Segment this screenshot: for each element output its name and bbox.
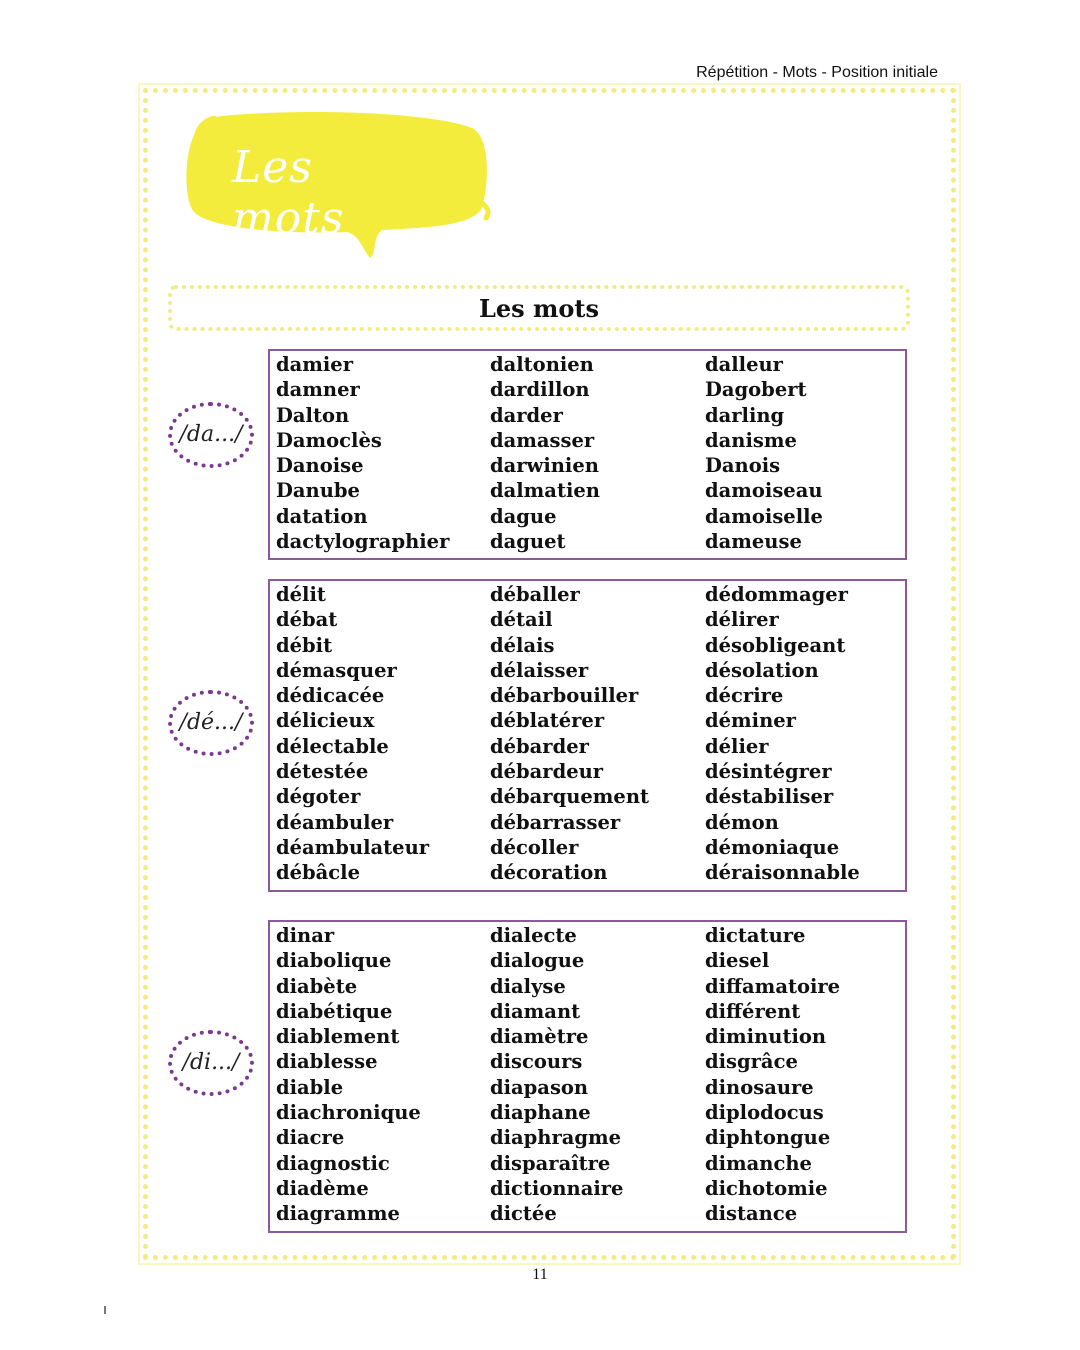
word-item: déambuler: [276, 810, 394, 834]
word-item: diachronique: [276, 1101, 421, 1125]
word-box-di: [268, 920, 907, 1233]
section-title: Les mots: [478, 294, 599, 323]
word-grid-da: [276, 352, 905, 554]
word-item: délicieux: [276, 709, 375, 733]
word-item: délais: [490, 633, 555, 657]
word-item: délaisser: [490, 658, 589, 682]
word-item: désolation: [705, 658, 819, 682]
word-item: diabolique: [276, 949, 392, 973]
word-item: diphtongue: [705, 1126, 831, 1150]
word-item: diaphane: [490, 1101, 591, 1125]
word-grid-de: [276, 582, 905, 886]
word-item: Dagobert: [705, 378, 807, 402]
word-item: distance: [705, 1202, 798, 1226]
word-item: dalleur: [705, 353, 783, 376]
syllable-badge-di: /di.../: [168, 1030, 254, 1096]
word-item: dictature: [705, 924, 806, 947]
word-item: diabétique: [276, 999, 393, 1023]
word-item: diadème: [276, 1176, 369, 1200]
word-item: diablement: [276, 1025, 400, 1049]
word-item: damier: [276, 353, 353, 376]
syllable-badge-de: /dé.../: [168, 690, 254, 756]
word-item: diagramme: [276, 1202, 400, 1226]
word-item: dédommager: [705, 583, 848, 606]
word-item: dinar: [276, 924, 335, 947]
word-item: décoller: [490, 835, 579, 859]
word-item: débat: [276, 608, 338, 632]
word-item: dinosaure: [705, 1075, 814, 1099]
word-item: décrire: [705, 684, 784, 708]
syllable-badge-da: /da.../: [168, 402, 254, 468]
word-item: daltonien: [490, 353, 594, 376]
word-grid-di: [276, 923, 905, 1227]
word-item: désobligeant: [705, 633, 846, 657]
word-item: dichotomie: [705, 1176, 828, 1200]
word-item: détestée: [276, 760, 369, 784]
crop-mark: [104, 1306, 106, 1314]
word-item: débarder: [490, 734, 589, 758]
word-item: dalmatien: [490, 479, 600, 503]
word-item: dictionnaire: [490, 1176, 624, 1200]
word-item: diagnostic: [276, 1151, 390, 1175]
word-box-da: [268, 349, 907, 560]
word-item: darder: [490, 403, 563, 427]
word-item: discours: [490, 1050, 583, 1074]
word-item: dégoter: [276, 785, 361, 809]
word-item: déraisonnable: [705, 861, 860, 885]
word-item: diplodocus: [705, 1101, 824, 1125]
word-item: diable: [276, 1075, 344, 1099]
word-item: déambulateur: [276, 835, 430, 859]
word-item: diesel: [705, 949, 770, 973]
word-item: déballer: [490, 583, 580, 606]
word-item: différent: [705, 999, 801, 1023]
word-item: démon: [705, 810, 779, 834]
word-item: diacre: [276, 1126, 345, 1150]
word-item: darwinien: [490, 454, 599, 478]
word-item: damasser: [490, 428, 595, 452]
bubble-title: Les mots: [232, 142, 345, 244]
section-banner: [168, 285, 910, 331]
word-item: diaphragme: [490, 1126, 622, 1150]
word-item: Danois: [705, 454, 781, 478]
word-box-de: [268, 579, 907, 892]
word-item: désintégrer: [705, 760, 832, 784]
word-item: déminer: [705, 709, 796, 733]
word-item: diminution: [705, 1025, 827, 1049]
word-item: Dalton: [276, 403, 350, 427]
word-item: dimanche: [705, 1151, 812, 1175]
word-item: Damoclès: [276, 428, 382, 452]
word-item: dameuse: [705, 530, 802, 554]
running-header: Répétition - Mots - Position initiale: [696, 64, 938, 81]
word-item: délier: [705, 734, 769, 758]
word-item: débarquement: [490, 785, 650, 809]
word-item: débâcle: [276, 861, 360, 885]
word-item: débit: [276, 633, 333, 657]
word-item: danisme: [705, 428, 797, 452]
word-item: daguet: [490, 530, 566, 554]
word-item: diablesse: [276, 1050, 378, 1074]
word-item: dactylographier: [276, 530, 450, 554]
word-item: décoration: [490, 861, 608, 885]
word-item: darling: [705, 403, 785, 427]
speech-bubble: [182, 108, 500, 268]
word-item: diapason: [490, 1075, 589, 1099]
word-item: diamètre: [490, 1025, 589, 1049]
word-item: dialyse: [490, 974, 566, 998]
word-item: débarrasser: [490, 810, 621, 834]
word-item: débardeur: [490, 760, 604, 784]
word-item: datation: [276, 504, 368, 528]
word-item: démasquer: [276, 658, 397, 682]
word-item: dialogue: [490, 949, 585, 973]
word-item: délit: [276, 583, 326, 606]
word-item: diamant: [490, 999, 581, 1023]
word-item: disgrâce: [705, 1050, 798, 1074]
word-item: déstabiliser: [705, 785, 834, 809]
word-item: Danube: [276, 479, 360, 503]
word-item: Danoise: [276, 454, 364, 478]
word-item: damoiselle: [705, 504, 823, 528]
word-item: diabète: [276, 974, 358, 998]
word-item: dialecte: [490, 924, 577, 947]
word-item: dédicacée: [276, 684, 385, 708]
word-item: disparaître: [490, 1151, 611, 1175]
word-item: diffamatoire: [705, 974, 841, 998]
word-item: détail: [490, 608, 553, 632]
word-item: damner: [276, 378, 360, 402]
word-item: dague: [490, 504, 557, 528]
word-item: délectable: [276, 734, 389, 758]
word-item: damoiseau: [705, 479, 823, 503]
word-item: débarbouiller: [490, 684, 639, 708]
page-number: 11: [532, 1266, 548, 1283]
word-item: délirer: [705, 608, 779, 632]
word-item: dardillon: [490, 378, 590, 402]
word-item: démoniaque: [705, 835, 840, 859]
word-item: dictée: [490, 1202, 557, 1226]
word-item: déblatérer: [490, 709, 605, 733]
